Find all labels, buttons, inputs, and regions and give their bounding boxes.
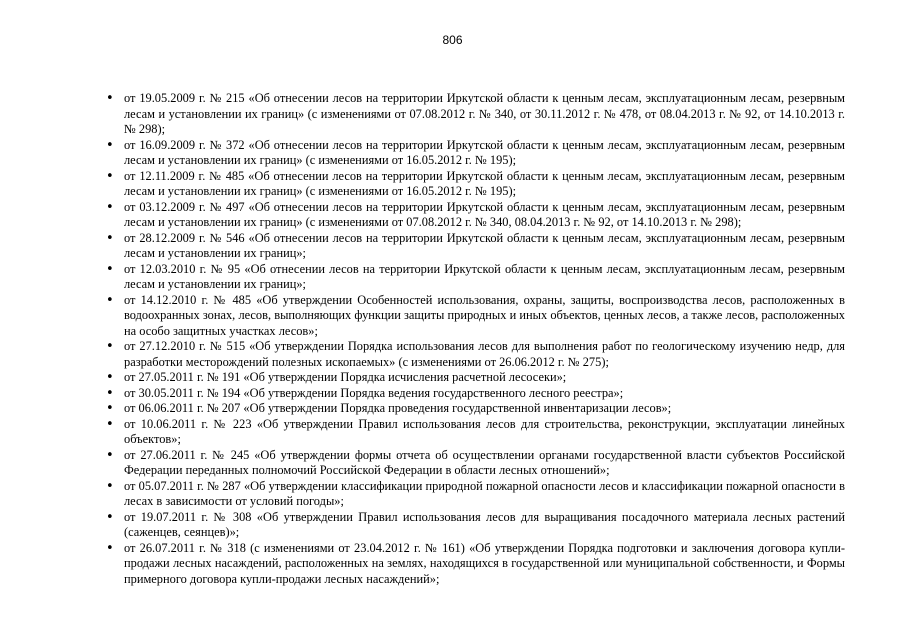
list-item-text: от 27.12.2010 г. № 515 «Об утверждении Порядка использования лесов для выполнения работ по геологическому изучению недр, для разработки месторождений полезных ископаемых» (с изменениями от 26.06.2012 г. № 275); — [124, 339, 845, 369]
list-item-text: от 16.09.2009 г. № 372 «Об отнесении лесов на территории Иркутской области к ценным лесам, эксплуатационным лесам, резервным лесам и установлении их границ» (с изменениями от 16.05.2012 г. № 195); — [124, 137, 845, 167]
bullet-icon: • — [106, 416, 114, 432]
bullet-icon: • — [106, 292, 114, 308]
list-item — [106, 262, 845, 293]
list-item — [106, 138, 845, 169]
list-item — [106, 200, 845, 231]
bullet-icon: • — [106, 199, 114, 215]
list-item-text: от 30.05.2011 г. № 194 «Об утверждении Порядка ведения государственного лесного реестра»; — [124, 385, 624, 400]
page-number: 806 — [442, 33, 463, 47]
list-item — [106, 448, 845, 479]
bullet-icon: • — [106, 509, 114, 525]
list-item-text: от 28.12.2009 г. № 546 «Об отнесении лесов на территории Иркутской области к ценным лесам, эксплуатационным лесам, резервным лесам и установлении их границ»; — [124, 230, 845, 260]
list-item — [106, 293, 845, 340]
list-item-text: от 27.06.2011 г. № 245 «Об утверждении формы отчета об осуществлении органами государственной власти субъектов Российской Федерации переданных полномочий Российской Федерации в области лесных отношений»; — [124, 447, 845, 477]
list-item — [106, 541, 845, 588]
regulation-list — [106, 91, 845, 587]
list-item-text: от 05.07.2011 г. № 287 «Об утверждении классификации природной пожарной опасности лесов и классификации пожарной опасности в лесах в зависимости от условий погоды»; — [124, 478, 845, 508]
bullet-icon: • — [106, 137, 114, 153]
list-item-text: от 19.07.2011 г. № 308 «Об утверждении Правил использования лесов для выращивания посадочного материала лесных растений (саженцев, сеянцев)»; — [124, 509, 845, 539]
bullet-icon: • — [106, 168, 114, 184]
bullet-icon: • — [106, 91, 114, 106]
list-item-text: от 10.06.2011 г. № 223 «Об утверждении Правил использования лесов для строительства, реконструкции, эксплуатации линейных объектов»; — [124, 416, 845, 446]
bullet-icon: • — [106, 385, 114, 401]
list-item — [106, 169, 845, 200]
list-item-text: от 27.05.2011 г. № 191 «Об утверждении Порядка исчисления расчетной лесосеки»; — [124, 370, 567, 384]
list-item-text: от 12.11.2009 г. № 485 «Об отнесении лесов на территории Иркутской области к ценным лесам, эксплуатационным лесам, резервным лесам и установлении их границ» (с изменениями от 16.05.2012 г. № 195); — [124, 168, 845, 198]
list-item-text: от 03.12.2009 г. № 497 «Об отнесении лесов на территории Иркутской области к ценным лесам, эксплуатационным лесам, резервным лесам и установлении их границ» (с изменениями от 07.08.2012 г. № 340, 08.04.2013 г. № 92, от 14.10.2013 г. № 298); — [124, 199, 845, 229]
bullet-icon: • — [106, 261, 114, 277]
list-item — [106, 386, 845, 402]
list-item-text: от 06.06.2011 г. № 207 «Об утверждении Порядка проведения государственной инвентаризации лесов»; — [124, 401, 672, 415]
bullet-icon: • — [106, 540, 114, 556]
list-item — [106, 91, 845, 138]
bullet-icon: • — [106, 401, 114, 416]
list-item — [106, 510, 845, 541]
bullet-icon: • — [106, 339, 114, 354]
list-item — [106, 339, 845, 370]
list-item-text: от 19.05.2009 г. № 215 «Об отнесении лесов на территории Иркутской области к ценным лесам, эксплуатационным лесам, резервным лесам и установлении их границ» (с изменениями от 07.08.2012 г. № 340, от 30.11.2012 г. № 478, от 08.04.2013 г. № 92, от 14.10.2013 г. № 298); — [124, 91, 845, 136]
list-item — [106, 479, 845, 510]
list-item-text: от 26.07.2011 г. № 318 (с изменениями от 23.04.2012 г. № 161) «Об утверждении Порядка подготовки и заключения договора купли-продажи лесных насаждений, расположенных на землях, находящихся в государственной или муниципальной собственности, и Формы примерного договора купли-продажи лесных насаждений»; — [124, 540, 845, 586]
bullet-icon: • — [106, 478, 114, 494]
list-item — [106, 370, 845, 386]
list-item — [106, 401, 845, 417]
bullet-icon: • — [106, 230, 114, 246]
bullet-icon: • — [106, 370, 114, 385]
bullet-icon: • — [106, 447, 114, 463]
list-item — [106, 417, 845, 448]
list-item-text: от 14.12.2010 г. № 485 «Об утверждении Особенностей использования, охраны, защиты, воспроизводства лесов, расположенных в водоохранных зонах, лесов, выполняющих функции защиты природных и иных объектов, ценных лесов, а также лесов, расположенных на особо защитных участках лесов»; — [124, 292, 845, 338]
list-item-text: от 12.03.2010 г. № 95 «Об отнесении лесов на территории Иркутской области к ценным лесам, эксплуатационным лесам, резервным лесам и установлении их границ»; — [124, 261, 845, 291]
list-item — [106, 231, 845, 262]
